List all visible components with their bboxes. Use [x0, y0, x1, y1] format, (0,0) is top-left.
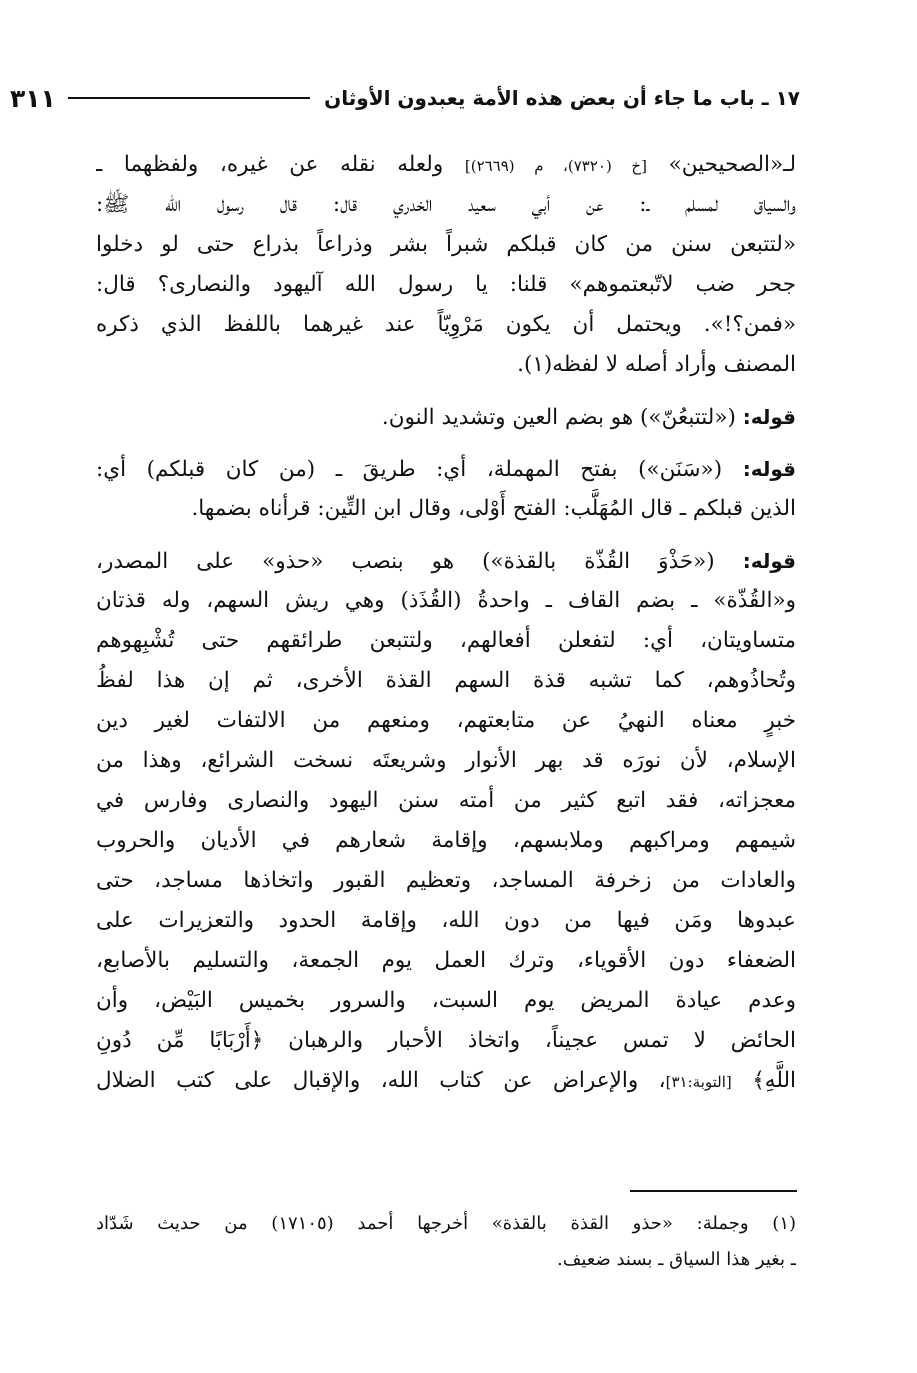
- text-line: [96, 449, 796, 489]
- line-content: اللَّهِ﴾ [التوبة:٣١]، والإعراض عن كتاب الله، والإقبال على كتب الضلال: [96, 1068, 796, 1093]
- line-content: «فمن؟!». ويحتمل أن يكون مَرْوِيّاً عند غيرهما باللفظ الذي ذكره: [96, 312, 796, 337]
- line-content: وتُحاذُوهم، كما تشبه قذة السهم القذة الأخرى، ثم إن هذا لفظُ: [96, 668, 796, 693]
- text-line: [96, 861, 796, 901]
- line-content: و«القُذّة» ـ بضم القاف ـ واحدةُ (القُذَذ) وهي ريش السهم، وله قذتان: [96, 588, 796, 613]
- line-content: عبدوها ومَن فيها من دون الله، وإقامة الحدود والتعزيرات على: [96, 908, 796, 933]
- footnote-line: ـ بغير هذا السياق ـ بسند ضعيف.: [556, 1249, 796, 1270]
- text-line: [96, 265, 796, 305]
- citation-reference: [التوبة:٣١]: [665, 1073, 732, 1091]
- line-content: الذين قبلكم ـ قال المُهَلَّب: الفتح أَوْلى، وقال ابن التِّين: قرأناه بضمها.: [191, 496, 796, 521]
- text-line: [96, 621, 796, 661]
- line-content: وعدم عيادة المريض يوم السبت، والسرور بخميس البَيْض، وأن: [96, 988, 796, 1013]
- line-content: والسياق لمسلم ـ: عن أبي سعيد الخدري قال: قال رسول الله ﷺ:: [96, 192, 796, 217]
- text-line: [96, 225, 796, 265]
- text-line: [96, 781, 796, 821]
- text-line: [96, 397, 796, 437]
- footnote-separator: [630, 1190, 797, 1192]
- keyword-label: قوله:: [742, 405, 796, 429]
- text-line: [96, 145, 796, 185]
- line-content: جحر ضب لاتّبعتموهم» قلنا: يا رسول الله آليهود والنصارى؟ قال:: [96, 272, 796, 297]
- line-content: «لتتبعن سنن من كان قبلكم شبراً بشر وذراعاً بذراع حتى لو دخلوا: [96, 232, 796, 257]
- text-line: [96, 345, 796, 385]
- header-rule: [68, 97, 310, 99]
- text-line: [96, 581, 796, 621]
- text-line: [96, 981, 796, 1021]
- footnote-line: (١) وجملة: «حذو القذة بالقذة» أخرجها أحمد (١٧١٠٥) من حديث شَدّاد: [96, 1213, 796, 1234]
- text-line: [96, 185, 796, 225]
- line-content: والعادات من زخرفة المساجد، وتعظيم القبور واتخاذها مساجد، حتى: [96, 868, 796, 893]
- running-header: [10, 76, 800, 120]
- text-line: [96, 701, 796, 741]
- line-content: الضعفاء دون الأقوياء، وترك العمل يوم الجمعة، والتسليم بالأصابع،: [96, 948, 796, 973]
- line-content: («لتتبعُنّ») هو بضم العين وتشديد النون.: [381, 405, 736, 430]
- footnotes: [96, 1206, 796, 1278]
- text-line: [96, 941, 796, 981]
- text-line: [96, 741, 796, 781]
- line-content: («حَذْوَ القُذّة بالقذة») هو بنصب «حذو» على المصدر،: [96, 549, 715, 574]
- text-line: [96, 661, 796, 701]
- line-content: («سَنَن») بفتح المهملة، أي: طريقَ ـ (من كان قبلكم) أي:: [96, 457, 723, 482]
- line-content: معجزاته، فقد اتبع كثير من أمته سنن اليهود والنصارى وفارس في: [96, 788, 796, 813]
- text-line: [96, 901, 796, 941]
- main-text: [96, 145, 796, 1101]
- line-content: المصنف وأراد أصله لا لفظه(١).: [517, 352, 796, 377]
- line-content: خبرٍ معناه النهيُ عن متابعتهم، ومنعهم من الالتفات لغير دين: [96, 708, 796, 733]
- line-content: شيمهم ومراكبهم وملابسهم، وإقامة شعارهم في الأديان والحروب: [96, 828, 796, 853]
- chapter-title: ١٧ ـ باب ما جاء أن بعض هذه الأمة يعبدون الأوثان: [324, 86, 800, 110]
- keyword-label: قوله:: [742, 549, 796, 573]
- line-content: متساويتان، أي: لتفعلن أفعالهم، ولتتبعن طرائقهم حتى تُشْبِهوهم: [96, 628, 796, 653]
- citation-reference: [خ (٧٣٢٠)، م (٢٦٦٩)]: [464, 157, 647, 175]
- text-line: [96, 1061, 796, 1101]
- text-line: [96, 541, 796, 581]
- keyword-label: قوله:: [742, 457, 796, 481]
- text-line: [96, 305, 796, 345]
- text-line: [96, 489, 796, 529]
- text-line: [96, 1021, 796, 1061]
- page-number: ٣١١: [10, 83, 56, 113]
- line-content: الإسلام، لأن نورَه قد بهر الأنوار وشريعتَه نسخت الشرائع، وهذا من: [96, 748, 796, 773]
- line-content: الحائض لا تمس عجيناً، واتخاذ الأحبار والرهبان ﴿أَرْبَابًا مِّن دُونِ: [96, 1028, 796, 1053]
- line-content: لـ«الصحيحين» [خ (٧٣٢٠)، م (٢٦٦٩)] ولعله نقله عن غيره، ولفظهما ـ: [96, 152, 796, 177]
- text-line: [96, 821, 796, 861]
